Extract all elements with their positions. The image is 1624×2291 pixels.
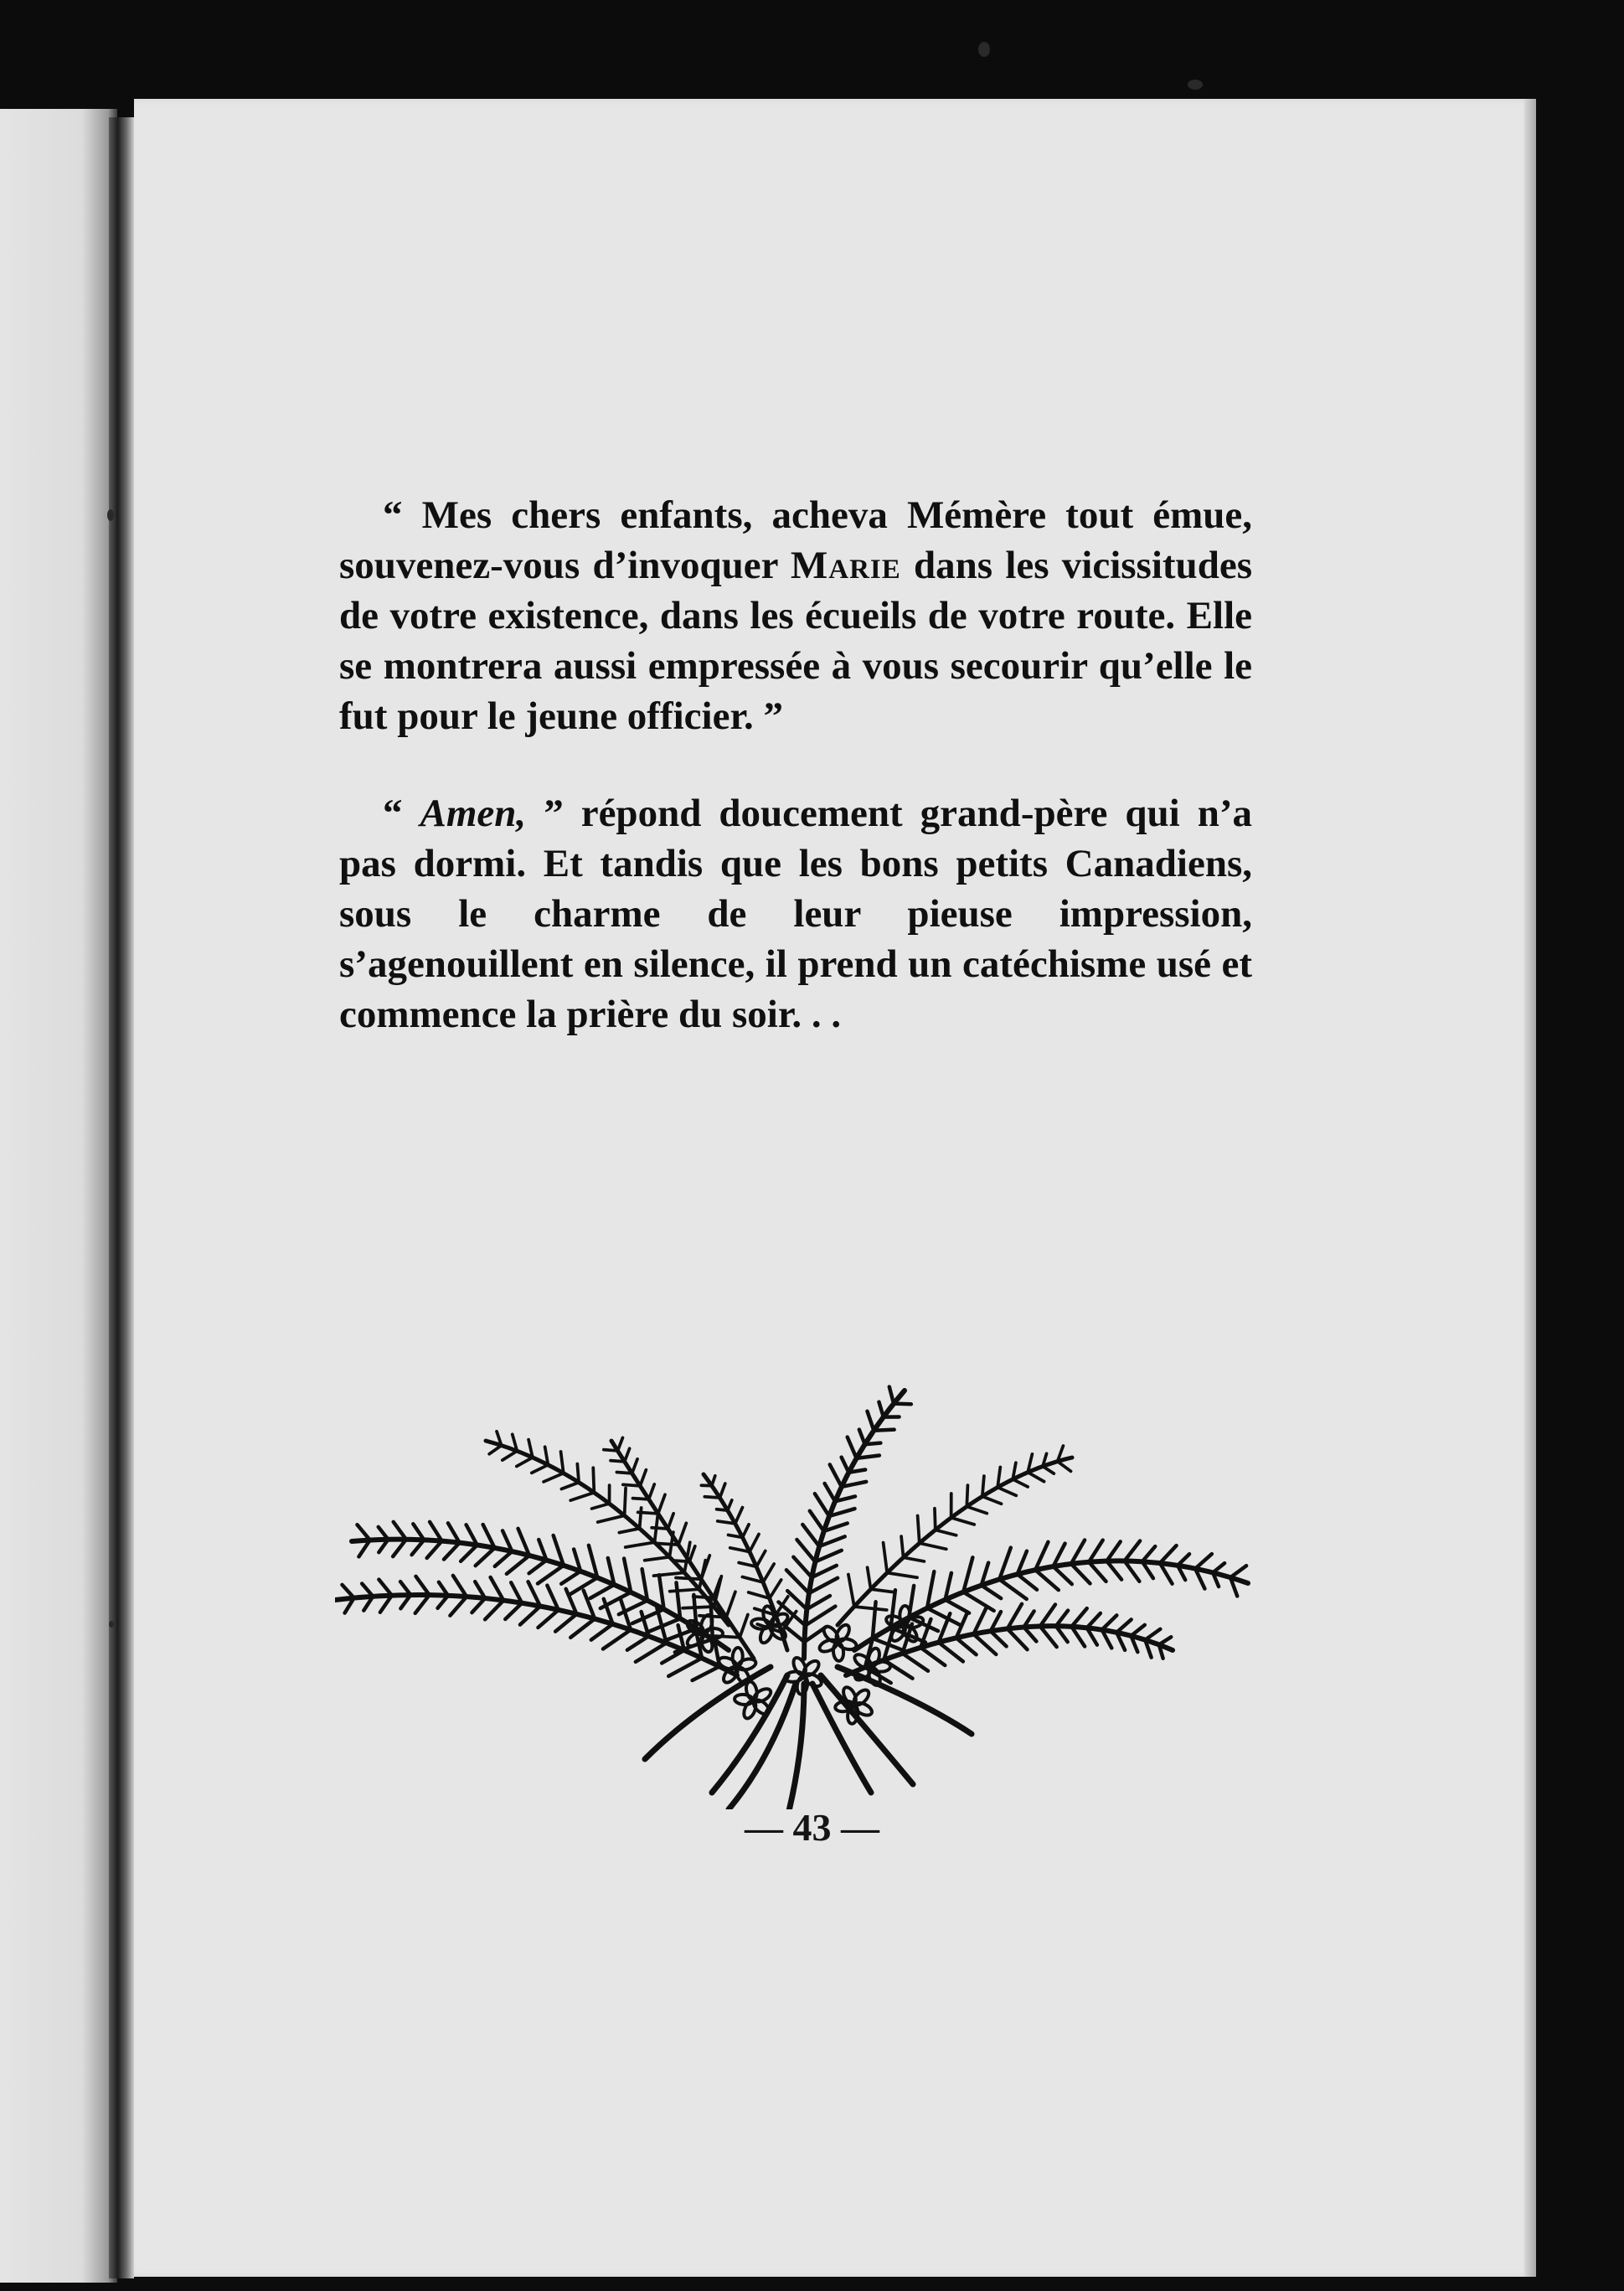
body-text [339,490,1252,1040]
paragraph-1 [339,490,1252,741]
scan-speck [978,42,990,57]
fern-flower-petal [736,1657,756,1671]
fern-leaflets [778,1387,910,1643]
book-page [134,99,1533,2277]
paragraph-2-emphasis: Amen, [420,792,527,835]
paragraph-2-lead: “ [383,792,420,835]
page-number: — 43 — [745,1806,879,1849]
scan-speck [107,509,114,521]
page-right-edge [1524,99,1536,2277]
paragraph-1-lead: “ Mes chers enfants, acheva Mémère tout émue, souvenez-vous d’invoquer [339,493,1252,587]
book-gutter [109,117,134,2278]
paragraph-2-rest: ” répond doucement grand-père qui n’a pas dormi. Et tandis que les bons petits Canadiens, sous le charme de leur pieuse impression, s’agenouillent en silence, il prend un catéchisme usé et commence la prière du soir. . . [339,792,1252,1036]
fern-ornament-icon [335,1374,1256,1809]
scan-speck [109,1621,114,1628]
paragraph-1-name: Marie [790,544,901,587]
left-page-edge [0,109,117,2283]
paragraph-1-rest: dans les vicissitudes de votre existence, dans les écueils de votre route. Elle se montrera aussi empressée à vous secourir qu’elle le fut pour le jeune officier. ” [339,544,1252,738]
paragraph-2 [339,788,1252,1040]
fern-leaflets [873,1540,1246,1652]
fern-flower-petal [745,1680,759,1700]
fern-frond [838,1458,1072,1625]
scan-speck [1188,80,1203,90]
fern-flower-petal [817,1638,838,1654]
fern-stem [838,1667,972,1734]
